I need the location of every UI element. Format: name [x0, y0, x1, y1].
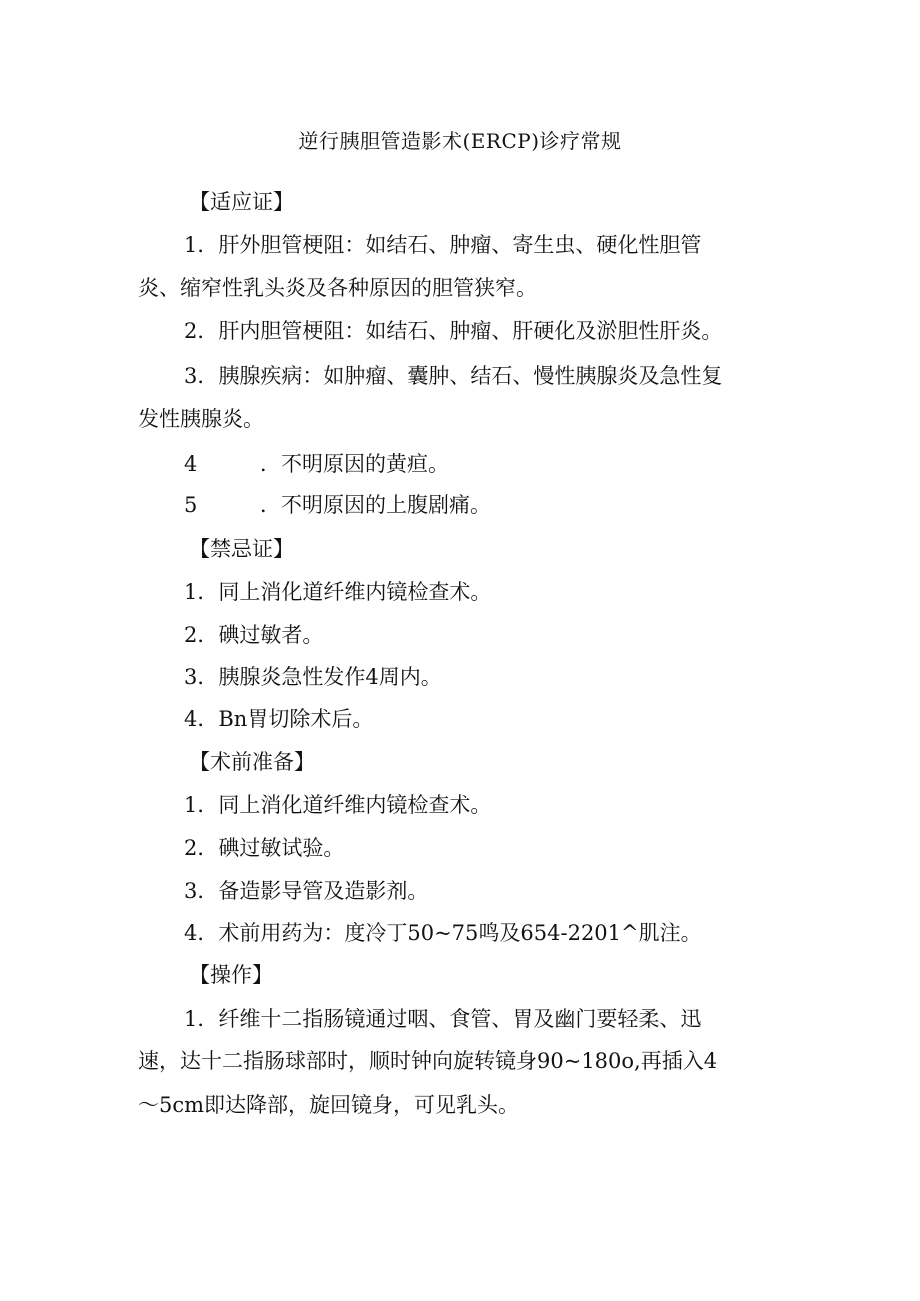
operation-item-1-line1: 1．纤维十二指肠镜通过咽、食管、胃及幽门要轻柔、迅	[184, 1007, 702, 1031]
contraindication-item-3: 3．胰腺炎急性发作4周内。	[184, 665, 442, 689]
preparation-item-4: 4．术前用药为：度冷丁50~75鸣及654-2201^肌注。	[184, 921, 702, 945]
indication-item-1-text: 1．肝外胆管梗阻：如结石、肿瘤、寄生虫、硬化性胆管	[184, 233, 702, 257]
indication-item-2: 2．肝内胆管梗阻：如结石、肿瘤、肝硬化及淤胆性肝炎。	[184, 319, 723, 343]
indication-item-5-number: 5	[184, 493, 198, 517]
indication-item-3-line2: 发性胰腺炎。	[138, 407, 264, 431]
preparation-item-1: 1．同上消化道纤维内镜检查术。	[184, 793, 492, 817]
indication-item-5	[184, 490, 491, 520]
contraindication-item-4: 4．Bn胃切除术后。	[184, 707, 374, 731]
operation-item-1-line2: 速，达十二指肠球部时，顺时钟向旋转镜身90~180o,再插入4	[138, 1049, 718, 1073]
indication-item-1-line2: 炎、缩窄性乳头炎及各种原因的胆管狭窄。	[138, 276, 537, 300]
contraindication-item-2: 2．碘过敏者。	[184, 623, 324, 647]
section-heading-operation: 【操作】	[189, 963, 273, 987]
document-title: 逆行胰胆管造影术(ERCP)诊疗常规	[298, 129, 622, 153]
indication-item-3-line1: 3．胰腺疾病：如肿瘤、囊肿、结石、慢性胰腺炎及急性复	[184, 364, 723, 388]
preparation-item-3: 3．备造影导管及造影剂。	[184, 879, 429, 903]
indication-item-5-text: ．不明原因的上腹剧痛。	[260, 493, 491, 517]
section-heading-contraindications: 【禁忌证】	[189, 537, 294, 561]
indication-item-1-line1	[184, 230, 764, 260]
indication-item-4-number: 4	[184, 452, 198, 476]
operation-item-1-line3: ～5cm即达降部，旋回镜身，可见乳头。	[138, 1093, 520, 1117]
preparation-item-2: 2．碘过敏试验。	[184, 836, 345, 860]
section-heading-preparation: 【术前准备】	[189, 750, 315, 774]
contraindication-item-1: 1．同上消化道纤维内镜检查术。	[184, 580, 492, 604]
indication-item-4	[184, 449, 449, 479]
indication-item-4-text: ．不明原因的黄疸。	[260, 452, 449, 476]
section-heading-indications: 【适应证】	[189, 190, 294, 214]
